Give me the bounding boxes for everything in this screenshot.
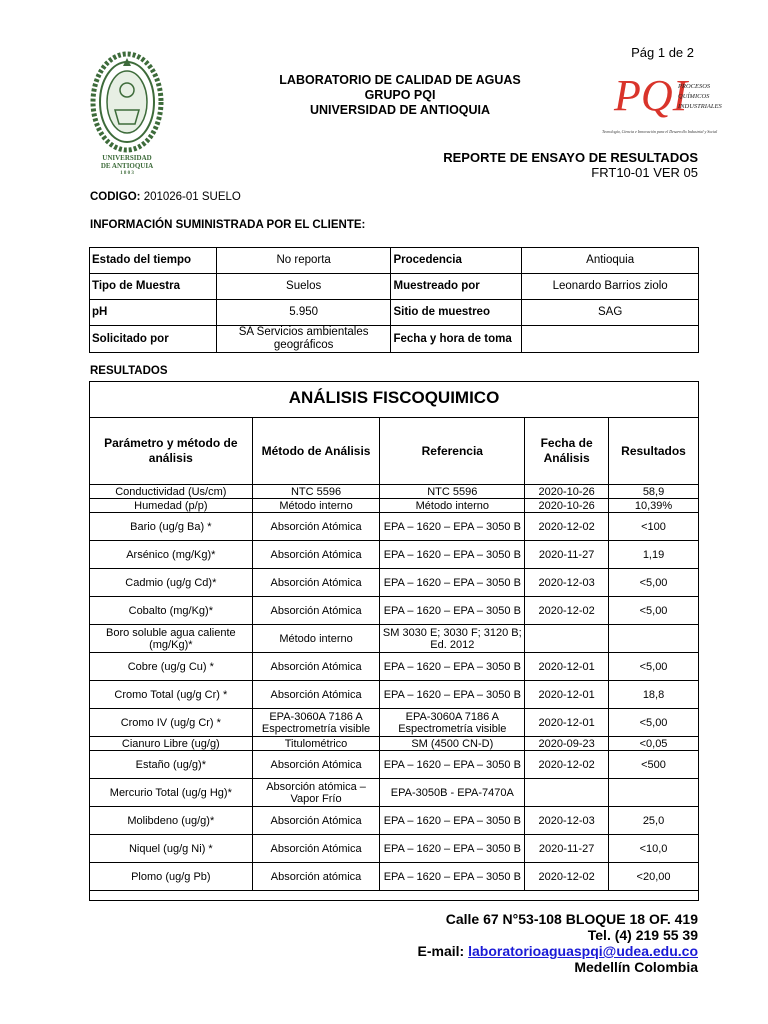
- cell-parameter: Cianuro Libre (ug/g): [90, 737, 253, 751]
- table-row: [90, 653, 699, 681]
- cell-result: <10,0: [609, 835, 699, 863]
- cell-date: 2020-09-23: [525, 737, 609, 751]
- client-label: Procedencia: [391, 248, 522, 274]
- client-row: [90, 326, 699, 353]
- footer-email-label: E-mail:: [417, 943, 465, 959]
- column-header: Resultados: [609, 418, 699, 485]
- client-value: 5.950: [216, 300, 391, 326]
- cell-reference: EPA-3050B - EPA-7470A: [380, 779, 525, 807]
- cell-method: Absorción atómica: [252, 863, 380, 891]
- report-code: FRT10-01 VER 05: [591, 165, 698, 180]
- codigo-label: CODIGO:: [90, 191, 141, 203]
- pqi-logo-side: INDUSTRIALES: [678, 103, 722, 110]
- cell-date: 2020-12-01: [525, 681, 609, 709]
- cell-reference: EPA – 1620 – EPA – 3050 B: [380, 541, 525, 569]
- cell-method: Absorción Atómica: [252, 513, 380, 541]
- client-value: No reporta: [216, 248, 391, 274]
- cell-parameter: Conductividad (Us/cm): [90, 485, 253, 499]
- table-row: [90, 485, 699, 499]
- udea-logo-line1: UNIVERSIDAD: [102, 154, 152, 162]
- cell-parameter: Cadmio (ug/g Cd)*: [90, 569, 253, 597]
- table-row: [90, 569, 699, 597]
- client-value: Leonardo Barrios ziolo: [522, 274, 699, 300]
- table-row: [90, 779, 699, 807]
- cell-method: Absorción Atómica: [252, 681, 380, 709]
- cell-method: Método interno: [252, 499, 380, 513]
- page-number: Pág 1 de 2: [631, 45, 694, 60]
- cell-result: [609, 779, 699, 807]
- client-info-heading: INFORMACIÓN SUMINISTRADA POR EL CLIENTE:: [90, 219, 366, 231]
- pqi-logo-side: PROCESOS: [678, 83, 711, 90]
- cell-date: [525, 779, 609, 807]
- cell-result: 10,39%: [609, 499, 699, 513]
- cell-method: EPA-3060A 7186 A Espectrometría visible: [252, 709, 380, 737]
- cell-result: <5,00: [609, 597, 699, 625]
- client-value: [522, 326, 699, 353]
- cell-date: 2020-12-02: [525, 597, 609, 625]
- report-title: REPORTE DE ENSAYO DE RESULTADOS: [443, 150, 698, 165]
- cell-date: 2020-12-02: [525, 863, 609, 891]
- cell-reference: EPA – 1620 – EPA – 3050 B: [380, 681, 525, 709]
- cell-reference: EPA – 1620 – EPA – 3050 B: [380, 835, 525, 863]
- cell-parameter: Mercurio Total (ug/g Hg)*: [90, 779, 253, 807]
- client-label: Estado del tiempo: [90, 248, 217, 274]
- cell-result: <5,00: [609, 653, 699, 681]
- cell-date: 2020-12-02: [525, 513, 609, 541]
- cell-result: 25,0: [609, 807, 699, 835]
- cell-parameter: Cromo IV (ug/g Cr) *: [90, 709, 253, 737]
- pqi-logo-mark: PQI: [614, 71, 688, 120]
- client-row: [90, 248, 699, 274]
- results-header-row: [90, 418, 699, 485]
- cell-reference: Método interno: [380, 499, 525, 513]
- client-value: Suelos: [216, 274, 391, 300]
- cell-parameter: Bario (ug/g Ba) *: [90, 513, 253, 541]
- cell-method: Absorción Atómica: [252, 807, 380, 835]
- cell-method: Absorción Atómica: [252, 653, 380, 681]
- cell-method: Absorción Atómica: [252, 751, 380, 779]
- client-label: Fecha y hora de toma: [391, 326, 522, 353]
- cell-parameter: Molibdeno (ug/g)*: [90, 807, 253, 835]
- cell-date: 2020-12-01: [525, 653, 609, 681]
- column-header: Método de Análisis: [252, 418, 380, 485]
- results-table: [89, 417, 699, 891]
- cell-method: Absorción atómica – Vapor Frío: [252, 779, 380, 807]
- cell-date: [525, 625, 609, 653]
- cell-reference: EPA-3060A 7186 A Espectrometría visible: [380, 709, 525, 737]
- table-row: [90, 681, 699, 709]
- cell-result: 58,9: [609, 485, 699, 499]
- lab-title-line: UNIVERSIDAD DE ANTIOQUIA: [309, 103, 491, 117]
- analysis-title: ANÁLISIS FISCOQUIMICO: [288, 388, 500, 407]
- cell-reference: EPA – 1620 – EPA – 3050 B: [380, 597, 525, 625]
- cell-reference: EPA – 1620 – EPA – 3050 B: [380, 513, 525, 541]
- client-value: SAG: [522, 300, 699, 326]
- footer-city: Medellín Colombia: [574, 959, 698, 975]
- cell-parameter: Arsénico (mg/Kg)*: [90, 541, 253, 569]
- client-value: Antioquia: [522, 248, 699, 274]
- table-row: [90, 597, 699, 625]
- results-heading: RESULTADOS: [90, 365, 168, 377]
- udea-logo-year: 1 8 0 3: [120, 171, 134, 176]
- pqi-logo: [598, 70, 733, 140]
- cell-reference: NTC 5596: [380, 485, 525, 499]
- cell-reference: SM (4500 CN-D): [380, 737, 525, 751]
- table-row: [90, 625, 699, 653]
- client-label: pH: [90, 300, 217, 326]
- cell-parameter: Boro soluble agua caliente (mg/Kg)*: [90, 625, 253, 653]
- pqi-logo-tagline: Tecnología, Ciencia e Innovación para el Desarrollo Industrial y Social: [602, 129, 718, 134]
- table-row: [90, 709, 699, 737]
- cell-date: 2020-12-03: [525, 807, 609, 835]
- cell-result: 1,19: [609, 541, 699, 569]
- footer-email-link[interactable]: laboratorioaguaspqi@udea.edu.co: [468, 943, 698, 959]
- codigo-value: 201026-01 SUELO: [143, 191, 241, 203]
- table-row: [90, 807, 699, 835]
- cell-parameter: Cobalto (mg/Kg)*: [90, 597, 253, 625]
- cell-parameter: Cromo Total (ug/g Cr) *: [90, 681, 253, 709]
- cell-method: Absorción Atómica: [252, 597, 380, 625]
- cell-method: NTC 5596: [252, 485, 380, 499]
- cell-method: Absorción Atómica: [252, 835, 380, 863]
- table-row: [90, 737, 699, 751]
- cell-reference: EPA – 1620 – EPA – 3050 B: [380, 807, 525, 835]
- table-row: [90, 751, 699, 779]
- footer-contact: [380, 911, 698, 975]
- column-header: Referencia: [380, 418, 525, 485]
- table-row: [90, 863, 699, 891]
- table-row: [90, 835, 699, 863]
- cell-parameter: Niquel (ug/g Ni) *: [90, 835, 253, 863]
- cell-result: <100: [609, 513, 699, 541]
- cell-date: 2020-10-26: [525, 485, 609, 499]
- cell-parameter: Plomo (ug/g Pb): [90, 863, 253, 891]
- lab-title-line: LABORATORIO DE CALIDAD DE AGUAS: [279, 73, 521, 87]
- cell-date: 2020-12-03: [525, 569, 609, 597]
- footer-address: Calle 67 N°53-108 BLOQUE 18 OF. 419: [445, 911, 698, 927]
- cell-parameter: Humedad (p/p): [90, 499, 253, 513]
- client-value: SA Servicios ambientales geográficos: [216, 326, 391, 353]
- cell-date: 2020-11-27: [525, 541, 609, 569]
- udea-logo: [87, 50, 167, 180]
- cell-method: Titulométrico: [252, 737, 380, 751]
- client-label: Sitio de muestreo: [391, 300, 522, 326]
- cell-date: 2020-11-27: [525, 835, 609, 863]
- cell-result: [609, 625, 699, 653]
- table-row: [90, 541, 699, 569]
- cell-method: Absorción Atómica: [252, 541, 380, 569]
- cell-reference: EPA – 1620 – EPA – 3050 B: [380, 653, 525, 681]
- lab-title-line: GRUPO PQI: [364, 88, 436, 102]
- footer-email-line: [380, 943, 698, 959]
- footer-phone: Tel. (4) 219 55 39: [587, 927, 698, 943]
- cell-date: 2020-12-01: [525, 709, 609, 737]
- lab-titles: [250, 73, 550, 118]
- client-row: [90, 300, 699, 326]
- cell-reference: EPA – 1620 – EPA – 3050 B: [380, 569, 525, 597]
- table-row: [90, 513, 699, 541]
- cell-date: 2020-12-02: [525, 751, 609, 779]
- cell-result: <20,00: [609, 863, 699, 891]
- cell-result: <0,05: [609, 737, 699, 751]
- cell-result: <500: [609, 751, 699, 779]
- cell-result: 18,8: [609, 681, 699, 709]
- udea-logo-line2: DE ANTIOQUIA: [100, 162, 154, 170]
- cell-reference: EPA – 1620 – EPA – 3050 B: [380, 863, 525, 891]
- client-label: Tipo de Muestra: [90, 274, 217, 300]
- codigo: [90, 191, 241, 203]
- cell-method: Método interno: [252, 625, 380, 653]
- table-row: [90, 499, 699, 513]
- cell-result: <5,00: [609, 709, 699, 737]
- pqi-logo-side: QUÍMICOS: [678, 93, 710, 100]
- cell-method: Absorción Atómica: [252, 569, 380, 597]
- client-row: [90, 274, 699, 300]
- client-info-table: [89, 247, 699, 353]
- cell-result: <5,00: [609, 569, 699, 597]
- cell-reference: EPA – 1620 – EPA – 3050 B: [380, 751, 525, 779]
- cell-reference: SM 3030 E; 3030 F; 3120 B; Ed. 2012: [380, 625, 525, 653]
- cell-parameter: Cobre (ug/g Cu) *: [90, 653, 253, 681]
- client-label: Muestreado por: [391, 274, 522, 300]
- client-label: Solicitado por: [90, 326, 217, 353]
- column-header: Parámetro y método de análisis: [90, 418, 253, 485]
- cell-parameter: Estaño (ug/g)*: [90, 751, 253, 779]
- cell-date: 2020-10-26: [525, 499, 609, 513]
- column-header: Fecha de Análisis: [525, 418, 609, 485]
